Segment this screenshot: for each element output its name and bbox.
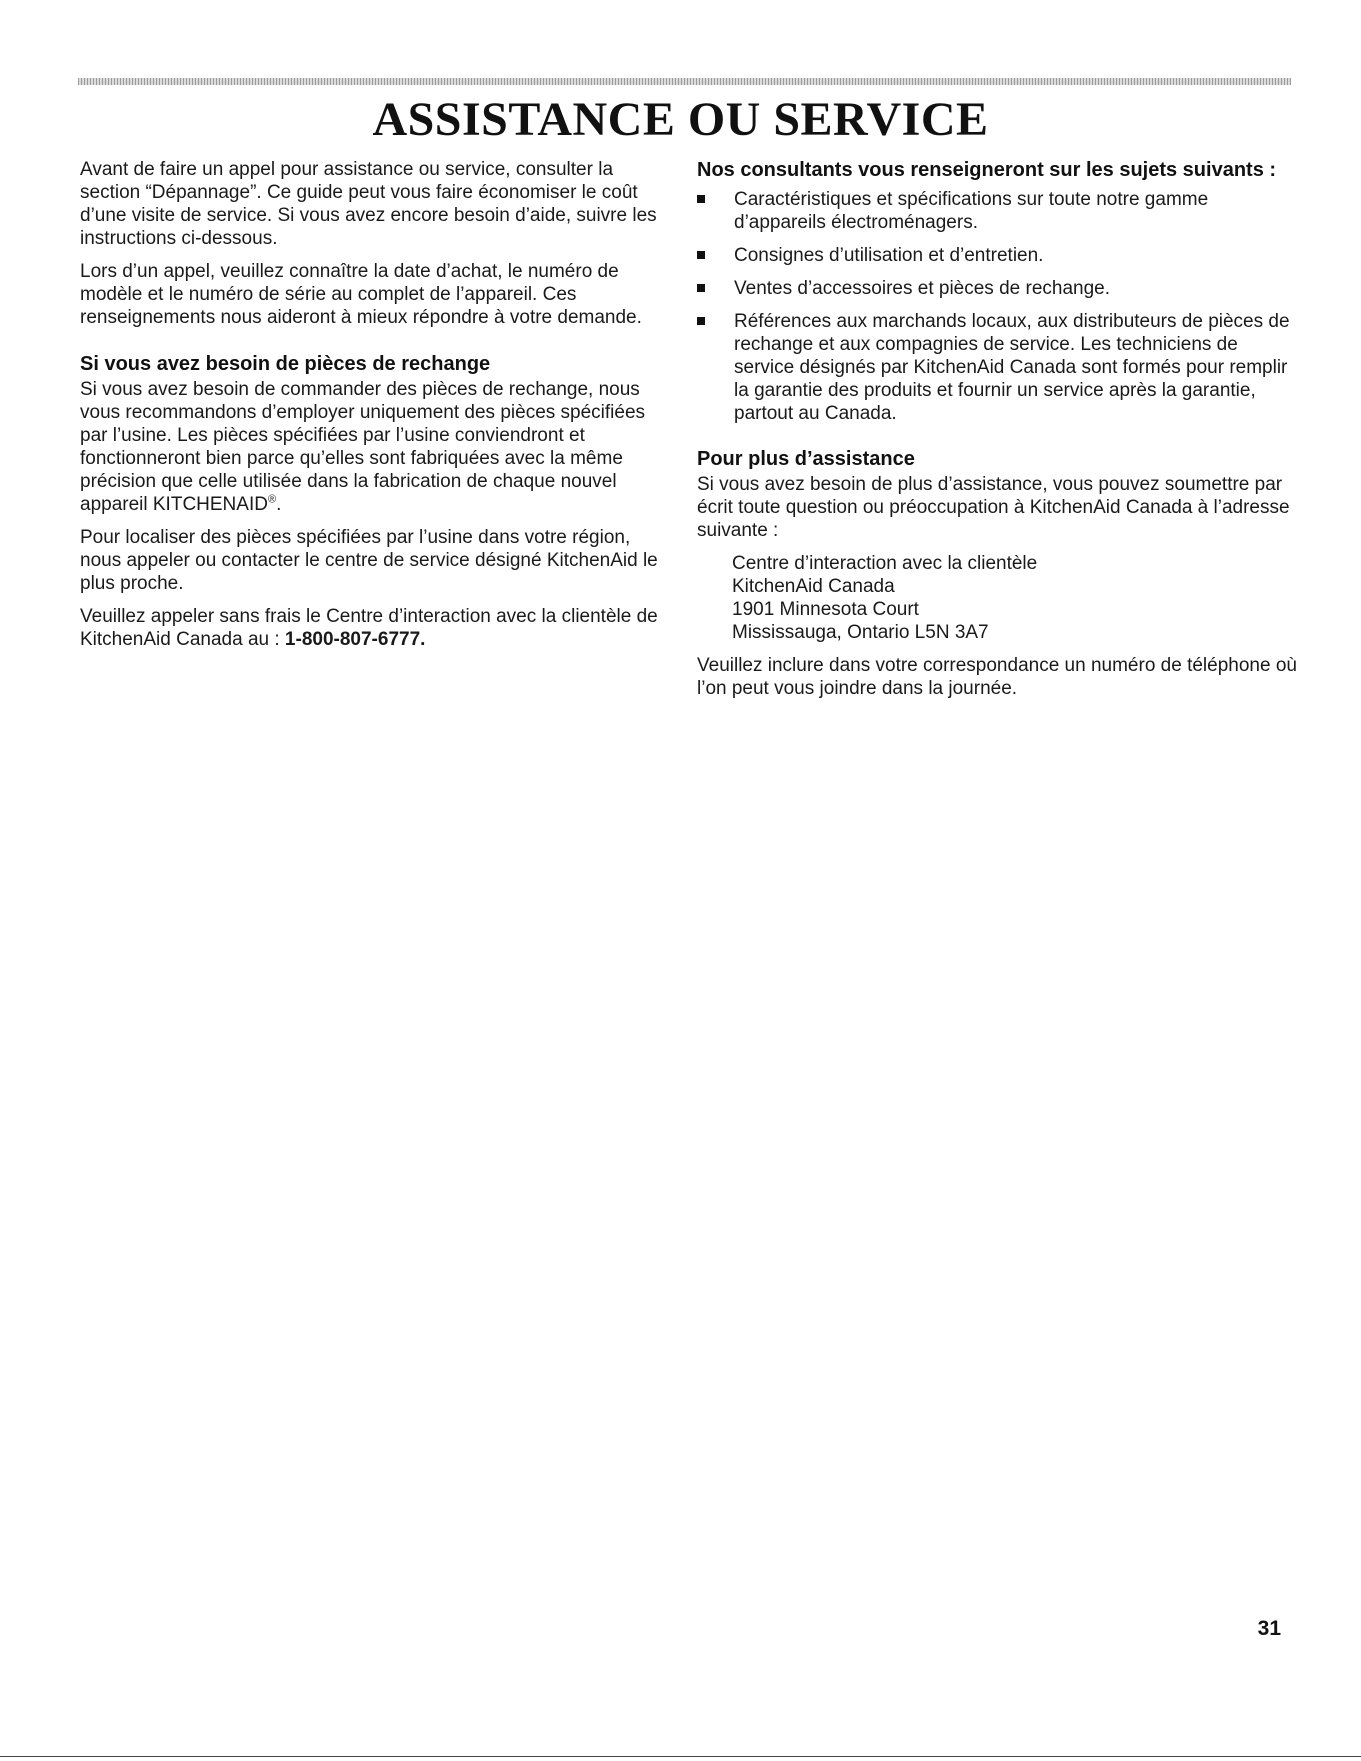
- square-bullet-icon: [697, 317, 705, 325]
- page-number: 31: [1257, 1617, 1281, 1640]
- right-column: [697, 158, 1297, 710]
- parts-paragraph-period: .: [276, 494, 282, 515]
- more-assistance-heading: Pour plus d’assistance: [697, 448, 915, 470]
- list-item-text: Ventes d’accessoires et pièces de rechange.: [734, 278, 1111, 299]
- toll-free-paragraph: [80, 605, 662, 651]
- parts-heading: Si vous avez besoin de pièces de rechange: [80, 353, 491, 375]
- address-line: 1901 Minnesota Court: [732, 599, 919, 620]
- list-item: [697, 244, 1297, 267]
- toll-free-text: Veuillez appeler sans frais le Centre d’interaction avec la clientèle de KitchenAid Canada au :: [80, 606, 658, 650]
- square-bullet-icon: [697, 195, 705, 203]
- address-line: KitchenAid Canada: [732, 576, 895, 597]
- mailing-address: [732, 552, 1297, 644]
- address-line: Centre d’interaction avec la clientèle: [732, 553, 1038, 574]
- header-rule: [78, 78, 1291, 85]
- consultants-heading: Nos consultants vous renseigneront sur les sujets suivants :: [697, 159, 1277, 181]
- left-column: [80, 158, 662, 661]
- list-item-text: Caractéristiques et spécifications sur toute notre gamme d’appareils électroménagers.: [734, 189, 1209, 233]
- square-bullet-icon: [697, 284, 705, 292]
- list-item: [697, 310, 1297, 425]
- footer-rule: [0, 1756, 1361, 1757]
- parts-paragraph: [80, 378, 662, 516]
- closing-paragraph: Veuillez inclure dans votre correspondance un numéro de téléphone où l’on peut vous joindre dans la journée.: [697, 655, 1297, 699]
- locate-parts-paragraph: Pour localiser des pièces spécifiées par l’usine dans votre région, nous appeler ou contacter le centre de service désigné KitchenAid le plus proche.: [80, 527, 658, 594]
- list-item: [697, 277, 1297, 300]
- list-item-text: Références aux marchands locaux, aux distributeurs de pièces de rechange et aux compagnies de service. Les techniciens de service désignés par KitchenAid Canada sont formés pour remplir la garantie des produits et fournir un service après la garantie, partout au Canada.: [734, 311, 1290, 424]
- parts-paragraph-text: Si vous avez besoin de commander des pièces de rechange, nous vous recommandons d’employer uniquement des pièces spécifiées par l’usine. Les pièces spécifiées par l’usine conviendront et fonctionneront bien parce qu’elles sont fabriquées avec la même précision que celle utilisée dans la fabrication de chaque nouvel appareil KITCHENAID: [80, 379, 646, 515]
- address-line: Mississauga, Ontario L5N 3A7: [732, 622, 989, 643]
- page-title: ASSISTANCE OU SERVICE: [372, 93, 989, 146]
- intro-paragraph: Avant de faire un appel pour assistance ou service, consulter la section “Dépannage”. Ce guide peut vous faire économiser le coût d’une visite de service. Si vous avez encore besoin d’aide, suivre les instructions ci-dessous.: [80, 159, 657, 249]
- list-item: [697, 188, 1297, 234]
- registered-mark: ®: [267, 493, 277, 506]
- topics-list: [697, 188, 1297, 425]
- assistance-paragraph: Si vous avez besoin de plus d’assistance, vous pouvez soumettre par écrit toute question ou préoccupation à KitchenAid Canada à l’adresse suivante :: [697, 474, 1290, 541]
- square-bullet-icon: [697, 251, 705, 259]
- list-item-text: Consignes d’utilisation et d’entretien.: [734, 245, 1044, 266]
- call-info-paragraph: Lors d’un appel, veuillez connaître la date d’achat, le numéro de modèle et le numéro de série au complet de l’appareil. Ces renseignements nous aideront à mieux répondre à votre demande.: [80, 261, 642, 328]
- phone-number: 1-800-807-6777.: [284, 629, 426, 650]
